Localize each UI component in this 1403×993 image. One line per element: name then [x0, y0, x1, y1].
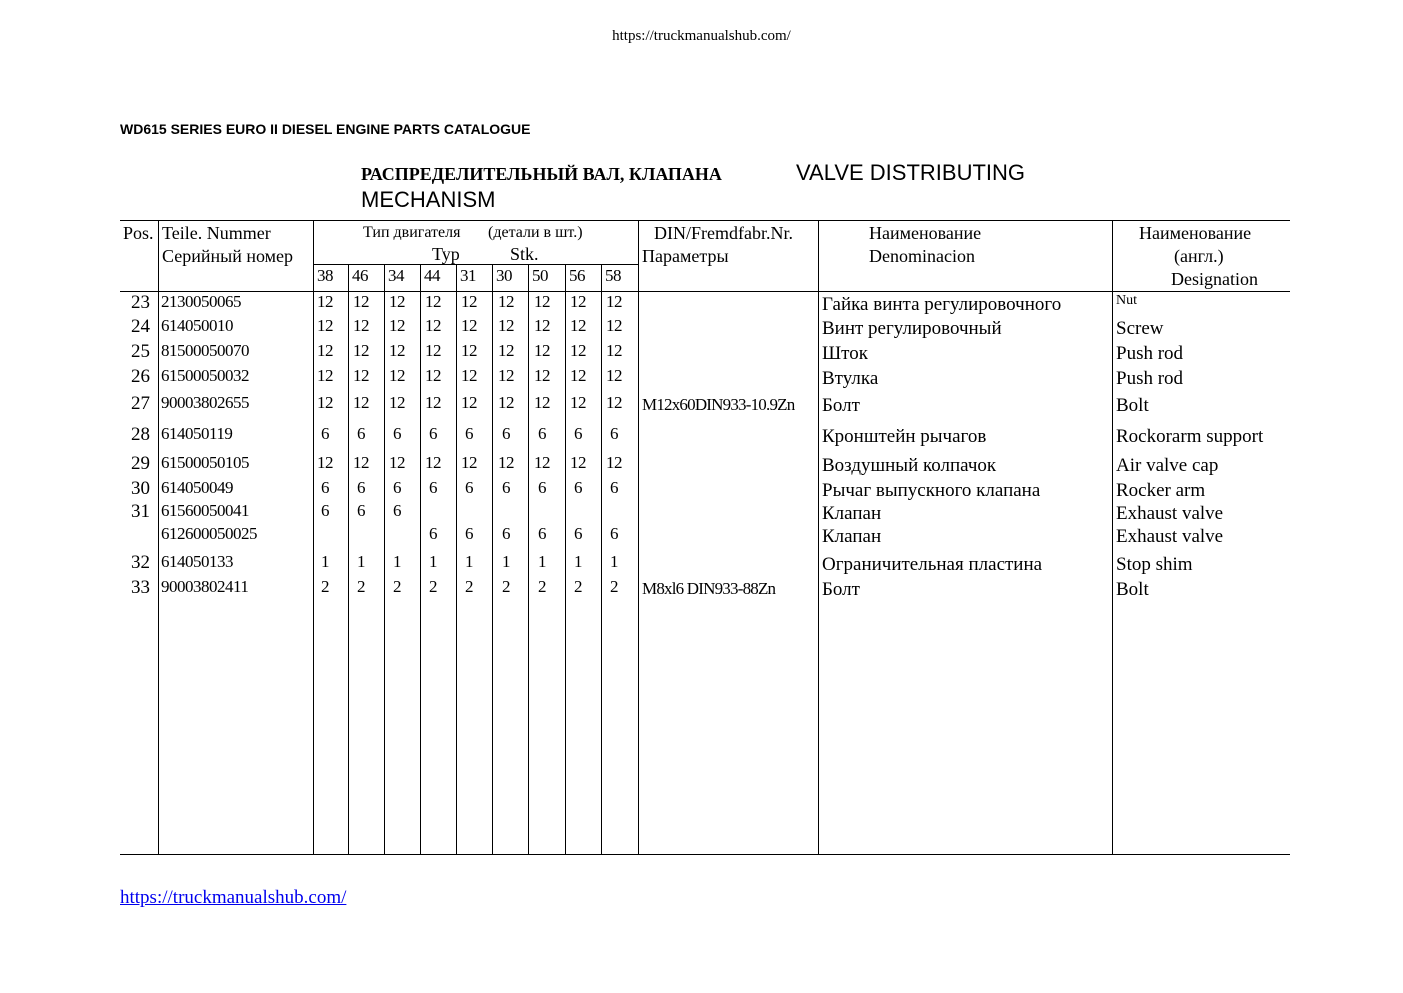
row-name-ru: Болт — [822, 579, 860, 600]
row-qty: 12 — [389, 292, 405, 311]
engine-type-header: 38 — [317, 266, 333, 285]
row-qty: 6 — [574, 424, 582, 443]
row-qty: 2 — [429, 577, 437, 596]
row-qty: 12 — [317, 316, 333, 335]
row-din: M12x60DIN933-10.9Zn — [642, 395, 795, 414]
row-name-ru: Шток — [822, 343, 868, 364]
row-qty: 12 — [570, 341, 586, 360]
row-qty: 12 — [570, 453, 586, 472]
row-name-ru: Болт — [822, 395, 860, 416]
row-pos: 24 — [131, 316, 150, 337]
row-qty: 12 — [389, 366, 405, 385]
header-name-ru-2: Наименование — [1139, 223, 1252, 243]
row-qty: 12 — [425, 393, 441, 412]
row-qty: 12 — [534, 453, 550, 472]
row-qty: 12 — [389, 316, 405, 335]
row-qty: 6 — [465, 424, 473, 443]
header-name-ru: Наименование — [869, 223, 982, 243]
row-name-ru: Воздушный колпачок — [822, 455, 997, 476]
row-qty: 12 — [570, 292, 586, 311]
row-qty: 6 — [502, 524, 510, 543]
row-qty: 12 — [353, 366, 369, 385]
header-designation: Designation — [1171, 269, 1258, 289]
row-qty: 6 — [574, 524, 582, 543]
row-qty: 12 — [389, 341, 405, 360]
row-name-en: Rockorarm support — [1116, 426, 1264, 447]
row-qty: 12 — [498, 316, 514, 335]
row-qty: 6 — [321, 501, 329, 520]
row-qty: 12 — [353, 316, 369, 335]
row-qty: 6 — [574, 478, 582, 497]
row-qty: 1 — [538, 552, 546, 571]
row-qty: 6 — [538, 478, 546, 497]
row-qty: 6 — [429, 478, 437, 497]
section-title-en-line1: VALVE DISTRIBUTING — [796, 160, 1026, 185]
row-pos: 30 — [131, 478, 150, 499]
row-qty: 12 — [317, 453, 333, 472]
row-qty: 12 — [389, 453, 405, 472]
row-name-ru: Втулка — [822, 368, 879, 389]
row-qty: 2 — [574, 577, 582, 596]
row-qty: 12 — [353, 292, 369, 311]
row-qty: 12 — [606, 393, 622, 412]
row-name-en: Push rod — [1116, 343, 1184, 364]
header-din: DIN/Fremdfabr.Nr. — [654, 223, 793, 243]
engine-type-header: 31 — [460, 266, 476, 285]
row-qty: 12 — [534, 316, 550, 335]
row-name-ru: Клапан — [822, 503, 882, 524]
row-qty: 12 — [425, 366, 441, 385]
row-name-en: Exhaust valve — [1116, 526, 1224, 547]
row-name-en: Air valve cap — [1116, 455, 1219, 476]
row-part-number: 90003802655 — [161, 393, 249, 412]
row-pos: 28 — [131, 424, 150, 445]
row-qty: 1 — [429, 552, 437, 571]
engine-type-header: 56 — [569, 266, 585, 285]
engine-type-header: 46 — [352, 266, 368, 285]
row-qty: 6 — [321, 424, 329, 443]
header-bottom-rule — [120, 291, 1290, 292]
row-qty: 12 — [461, 366, 477, 385]
catalogue-title: WD615 SERIES EURO II DIESEL ENGINE PARTS CATALOGUE — [120, 121, 531, 137]
header-eng-ru: (англ.) — [1174, 246, 1224, 266]
section-title-en-line2: MECHANISM — [361, 187, 496, 212]
row-qty: 12 — [534, 292, 550, 311]
row-pos: 33 — [131, 577, 150, 598]
row-pos: 27 — [131, 393, 150, 414]
row-qty: 6 — [465, 524, 473, 543]
row-qty: 12 — [498, 366, 514, 385]
header-engine-type-ru: Тип двигателя — [363, 224, 461, 241]
row-qty: 6 — [429, 424, 437, 443]
row-qty: 6 — [610, 524, 618, 543]
engine-type-header: 30 — [496, 266, 512, 285]
row-qty: 6 — [357, 501, 365, 520]
row-part-number: 61500050105 — [161, 453, 249, 472]
row-part-number: 614050119 — [161, 424, 233, 443]
row-qty: 12 — [570, 393, 586, 412]
row-part-number: 90003802411 — [161, 577, 249, 596]
row-qty: 2 — [393, 577, 401, 596]
row-qty: 6 — [357, 424, 365, 443]
engine-type-header: 34 — [388, 266, 404, 285]
col-rule-qty-end — [638, 220, 639, 854]
row-qty: 2 — [357, 577, 365, 596]
header-url: https://truckmanualshub.com/ — [612, 28, 791, 44]
row-qty: 12 — [461, 393, 477, 412]
row-pos: 23 — [131, 292, 150, 313]
row-qty: 2 — [465, 577, 473, 596]
row-name-ru: Гайка винта регулировочного — [822, 294, 1062, 315]
header-pos: Pos. — [123, 223, 154, 243]
row-pos: 25 — [131, 341, 150, 362]
table-bottom-rule — [120, 854, 1290, 855]
row-qty: 6 — [610, 478, 618, 497]
qty-subheader-rule — [313, 264, 638, 265]
row-qty: 1 — [357, 552, 365, 571]
row-qty: 12 — [570, 316, 586, 335]
row-qty: 2 — [610, 577, 618, 596]
row-part-number: 612600050025 — [161, 524, 257, 543]
row-qty: 6 — [393, 501, 401, 520]
row-part-number: 614050010 — [161, 316, 233, 335]
row-qty: 12 — [498, 341, 514, 360]
header-stk: Stk. — [510, 244, 539, 264]
section-title-ru: РАСПРЕДЕЛИТЕЛЬНЫЙ ВАЛ, КЛАПАНА — [361, 164, 722, 184]
row-qty: 12 — [534, 341, 550, 360]
row-qty: 6 — [465, 478, 473, 497]
row-qty: 1 — [502, 552, 510, 571]
row-qty: 12 — [353, 453, 369, 472]
row-qty: 12 — [498, 393, 514, 412]
row-qty: 12 — [606, 341, 622, 360]
row-qty: 6 — [538, 524, 546, 543]
engine-type-header: 50 — [532, 266, 548, 285]
row-name-en: Push rod — [1116, 368, 1184, 389]
row-qty: 1 — [574, 552, 582, 571]
row-qty: 1 — [321, 552, 329, 571]
row-qty: 12 — [534, 393, 550, 412]
row-part-number: 2130050065 — [161, 292, 241, 311]
col-rule-din — [818, 220, 819, 854]
row-qty: 6 — [429, 524, 437, 543]
row-qty: 12 — [534, 366, 550, 385]
row-name-en: Exhaust valve — [1116, 503, 1224, 524]
row-name-ru: Ограничительная пластина — [822, 554, 1043, 575]
row-qty: 1 — [610, 552, 618, 571]
row-qty: 6 — [538, 424, 546, 443]
row-qty: 12 — [425, 292, 441, 311]
row-qty: 12 — [317, 341, 333, 360]
row-qty: 2 — [321, 577, 329, 596]
table-top-rule — [120, 220, 1290, 221]
row-qty: 12 — [425, 453, 441, 472]
engine-type-header: 44 — [424, 266, 440, 285]
row-qty: 12 — [425, 316, 441, 335]
row-pos: 31 — [131, 501, 150, 522]
footer-link[interactable]: https://truckmanualshub.com/ — [120, 887, 347, 908]
row-qty: 6 — [321, 478, 329, 497]
row-name-ru: Кронштейн рычагов — [822, 426, 987, 447]
row-qty: 12 — [317, 393, 333, 412]
row-qty: 12 — [425, 341, 441, 360]
row-qty: 2 — [502, 577, 510, 596]
row-qty: 12 — [461, 316, 477, 335]
row-name-en: Screw — [1116, 318, 1164, 339]
row-qty: 12 — [606, 453, 622, 472]
row-qty: 12 — [353, 341, 369, 360]
row-din: M8xl6 DIN933-88Zn — [642, 579, 776, 598]
row-name-ru: Клапан — [822, 526, 882, 547]
row-qty: 12 — [461, 292, 477, 311]
row-pos: 26 — [131, 366, 150, 387]
row-name-en: Rocker arm — [1116, 480, 1206, 501]
row-name-en: Bolt — [1116, 579, 1149, 600]
row-name-en: Stop shim — [1116, 554, 1193, 575]
row-name-en: Bolt — [1116, 395, 1149, 416]
row-qty: 6 — [502, 478, 510, 497]
row-qty: 12 — [461, 453, 477, 472]
row-qty: 12 — [461, 341, 477, 360]
row-qty: 12 — [389, 393, 405, 412]
header-typ: Typ — [432, 244, 460, 264]
row-name-en: Nut — [1116, 293, 1137, 308]
row-name-ru: Рычаг выпускного клапана — [822, 480, 1041, 501]
row-qty: 12 — [353, 393, 369, 412]
row-part-number: 61500050032 — [161, 366, 249, 385]
header-serial-ru: Серийный номер — [162, 246, 294, 266]
header-params-ru: Параметры — [642, 246, 729, 266]
row-qty: 1 — [465, 552, 473, 571]
header-denominacion: Denominacion — [869, 246, 975, 266]
row-part-number: 81500050070 — [161, 341, 249, 360]
row-qty: 12 — [317, 366, 333, 385]
row-pos: 29 — [131, 453, 150, 474]
row-qty: 6 — [502, 424, 510, 443]
header-teile-nummer: Teile. Nummer — [162, 223, 271, 243]
row-part-number: 614050049 — [161, 478, 233, 497]
row-qty: 12 — [498, 453, 514, 472]
row-qty: 6 — [393, 424, 401, 443]
col-rule-name — [1112, 220, 1113, 854]
row-qty: 12 — [606, 316, 622, 335]
row-qty: 12 — [570, 366, 586, 385]
row-qty: 2 — [538, 577, 546, 596]
row-qty: 12 — [606, 292, 622, 311]
row-qty: 6 — [610, 424, 618, 443]
row-pos: 32 — [131, 552, 150, 573]
row-qty: 12 — [317, 292, 333, 311]
header-qty-ru: (детали в шт.) — [488, 224, 583, 241]
row-name-ru: Винт регулировочный — [822, 318, 1002, 339]
row-qty: 12 — [498, 292, 514, 311]
row-qty: 6 — [357, 478, 365, 497]
row-qty: 12 — [606, 366, 622, 385]
engine-type-header: 58 — [605, 266, 621, 285]
row-qty: 1 — [393, 552, 401, 571]
row-qty: 6 — [393, 478, 401, 497]
row-part-number: 61560050041 — [161, 501, 249, 520]
col-rule-pos — [158, 220, 159, 854]
row-part-number: 614050133 — [161, 552, 233, 571]
